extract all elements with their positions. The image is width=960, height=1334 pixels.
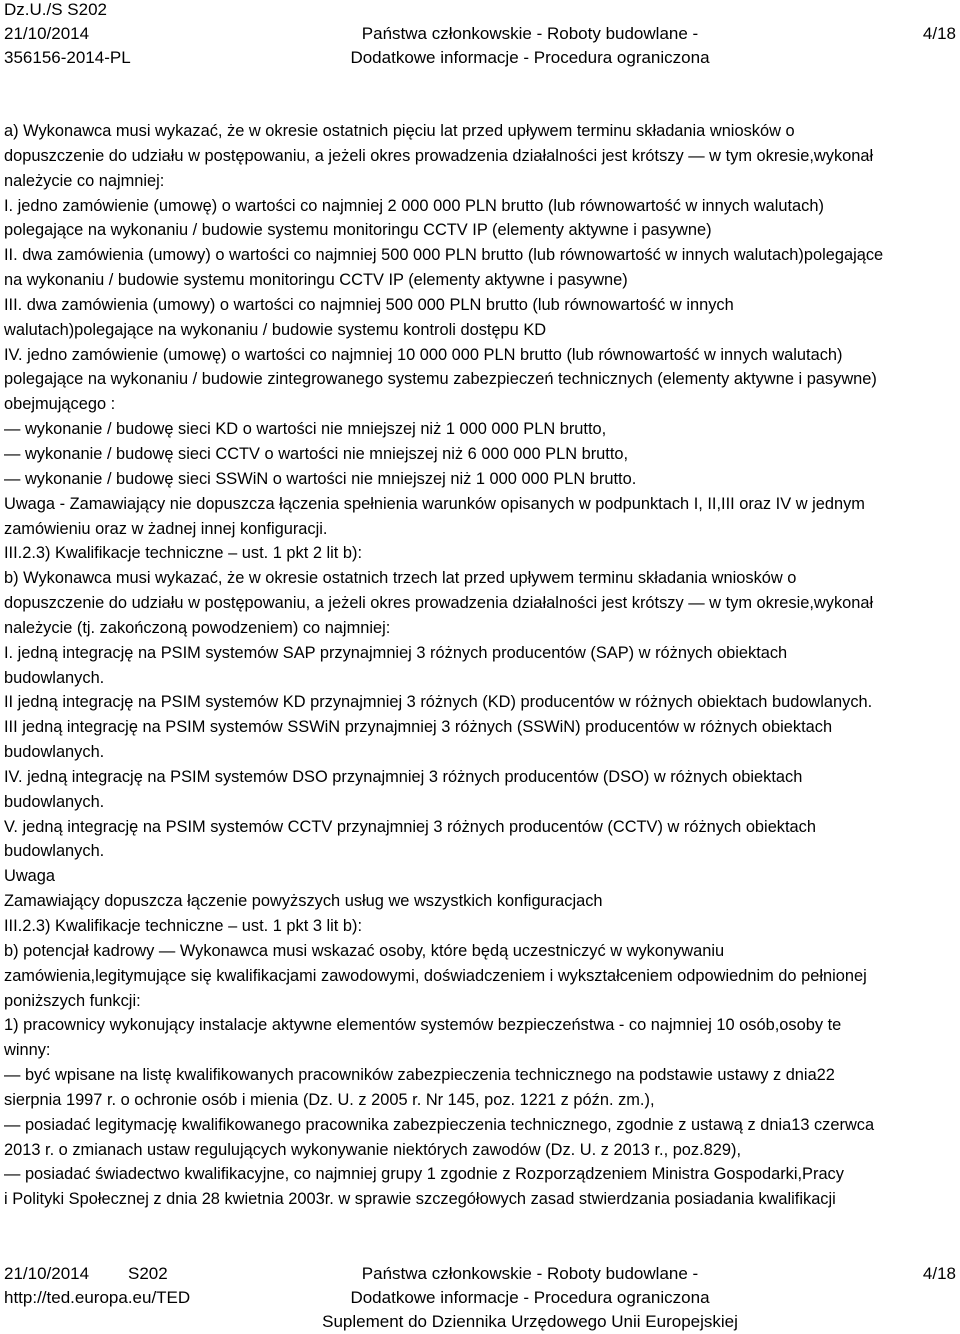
footer-date: 21/10/2014: [4, 1264, 90, 1283]
body-line: — wykonanie / budowę sieci SSWiN o wartości nie mniejszej niż 1 000 000 PLN brutto.: [4, 469, 637, 488]
body-line: zamówieniu oraz w żadnej innej konfiguracji.: [4, 519, 328, 538]
body-line: — posiadać legitymację kwalifikowanego pracownika zabezpieczenia technicznego, zgodnie z ustawą z dnia13 czerwca: [4, 1115, 875, 1134]
body-line: Uwaga - Zamawiający nie dopuszcza łączenia spełnienia warunków opisanych w podpunktach I, II,III oraz IV w jednym: [4, 494, 865, 513]
body-line: 2013 r. o zmianach ustaw regulujących wykonywanie niektórych zawodów (Dz. U. z 2013 r., poz.829),: [4, 1140, 742, 1159]
body-line: IV. jedną integrację na PSIM systemów DSO przynajmniej 3 różnych producentów (DSO) w różnych obiektach: [4, 767, 803, 786]
body-line: — wykonanie / budowę sieci CCTV o wartości nie mniejszej niż 6 000 000 PLN brutto,: [4, 444, 629, 463]
body-line: — wykonanie / budowę sieci KD o wartości nie mniejszej niż 1 000 000 PLN brutto,: [4, 420, 607, 439]
page-header: [0, 0, 960, 70]
footer-title-line2: Dodatkowe informacje - Procedura ograniczona: [350, 1288, 710, 1307]
footer-title-line3: Suplement do Dziennika Urzędowego Unii Europejskiej: [322, 1312, 738, 1331]
footer-url: http://ted.europa.eu/TED: [4, 1288, 191, 1307]
body-line: b) Wykonawca musi wykazać, że w okresie ostatnich trzech lat przed upływem terminu składania wniosków o: [4, 569, 797, 588]
body-line: II. dwa zamówienia (umowy) o wartości co najmniej 500 000 PLN brutto (lub równowartość w innych walutach)polegające: [4, 246, 884, 265]
header-title-line1: Państwa członkowskie - Roboty budowlane -: [361, 24, 699, 43]
body-line: V. jedną integrację na PSIM systemów CCTV przynajmniej 3 różnych producentów (CCTV) w różnych obiektach: [4, 817, 816, 836]
body-line: polegające na wykonaniu / budowie systemu monitoringu CCTV IP (elementy aktywne i pasywne): [4, 221, 712, 240]
header-page-number: 4/18: [922, 24, 956, 43]
body-line: sierpnia 1997 r. o ochronie osób i mienia (Dz. U. z 2005 r. Nr 145, poz. 1221 z późn. zm.),: [4, 1090, 655, 1109]
body-line: dopuszczenie do udziału w postępowaniu, a jeżeli okres prowadzenia działalności jest krótszy — w tym okresie,wykonał: [4, 594, 874, 613]
body-line: polegające na wykonaniu / budowie zintegrowanego systemu zabezpieczeń technicznych (elementy aktywne i pasywne): [4, 370, 877, 389]
body-line: budowlanych.: [4, 792, 105, 811]
body-line: Uwaga: [4, 867, 56, 886]
body-line: b) potencjał kadrowy — Wykonawca musi wskazać osoby, które będą uczestniczyć w wykonywaniu: [4, 941, 725, 960]
footer-title-line1: Państwa członkowskie - Roboty budowlane -: [361, 1264, 699, 1283]
footer-page-number: 4/18: [922, 1264, 956, 1283]
body-line: budowlanych.: [4, 842, 105, 861]
body-line: zamówienia,legitymujące się kwalifikacjami zawodowymi, doświadczeniem i wykształceniem odpowiednim do pełnionej: [4, 966, 867, 985]
body-line: poniższych funkcji:: [4, 991, 141, 1010]
body-line: należycie (tj. zakończoną powodzeniem) co najmniej:: [4, 618, 391, 637]
body-line: należycie co najmniej:: [4, 171, 165, 190]
body-line: winny:: [4, 1041, 51, 1060]
body-line: Zamawiający dopuszcza łączenie powyższych usług we wszystkich konfiguracjach: [4, 892, 603, 911]
body-line: — być wpisane na listę kwalifikowanych pracowników zabezpieczenia technicznego na podstawie ustawy z dnia22: [4, 1066, 835, 1085]
body-line: III.2.3) Kwalifikacje techniczne – ust. 1 pkt 3 lit b):: [4, 917, 363, 935]
body-line: IV. jedno zamówienie (umowę) o wartości co najmniej 10 000 000 PLN brutto (lub równowartość w innych walutach): [4, 345, 843, 364]
notice-id: 356156-2014-PL: [4, 48, 131, 67]
body-line: III.2.3) Kwalifikacje techniczne – ust. 1 pkt 2 lit b):: [4, 544, 363, 563]
body-line: i Polityki Społecznej z dnia 28 kwietnia 2003r. w sprawie szczegółowych zasad stwierdzania posiadania kwalifikacji: [4, 1190, 836, 1209]
body-line: II jedną integrację na PSIM systemów KD przynajmniej 3 różnych (KD) producentów w różnych obiektach budowlanych.: [4, 693, 873, 712]
body-line: budowlanych.: [4, 668, 105, 687]
body-line: III. dwa zamówienia (umowy) o wartości co najmniej 500 000 PLN brutto (lub równowartość w innych: [4, 295, 734, 314]
body-line: — posiadać świadectwo kwalifikacyjne, co najmniej grupy 1 zgodnie z Rozporządzeniem Ministra Gospodarki,Pracy: [4, 1165, 844, 1184]
body-line: I. jedno zamówienie (umowę) o wartości co najmniej 2 000 000 PLN brutto (lub równowartość w innych walutach): [4, 196, 824, 215]
body-line: a) Wykonawca musi wykazać, że w okresie ostatnich pięciu lat przed upływem terminu składania wniosków o: [4, 122, 795, 140]
body-line: I. jedną integrację na PSIM systemów SAP przynajmniej 3 różnych producentów (SAP) w różnych obiektach: [4, 643, 788, 662]
body-line: dopuszczenie do udziału w postępowaniu, a jeżeli okres prowadzenia działalności jest krótszy — w tym okresie,wykonał: [4, 146, 874, 165]
body-line: III jedną integrację na PSIM systemów SSWiN przynajmniej 3 różnych (SSWiN) producentów w różnych obiektach: [4, 718, 833, 737]
body-line: budowlanych.: [4, 743, 105, 762]
header-title-line2: Dodatkowe informacje - Procedura ograniczona: [350, 48, 710, 67]
header-date: 21/10/2014: [4, 24, 90, 43]
body-line: na wykonaniu / budowie systemu monitoringu CCTV IP (elementy aktywne i pasywne): [4, 271, 628, 290]
body-line: obejmującego :: [4, 395, 116, 414]
body-line: 1) pracownicy wykonujący instalacje aktywne elementów systemów bezpieczeństwa - co najmniej 10 osób,osoby te: [4, 1016, 842, 1035]
page-footer: [0, 1262, 960, 1334]
footer-issue: S202: [128, 1264, 168, 1283]
doc-reference: Dz.U./S S202: [4, 0, 107, 19]
body-line: walutach)polegające na wykonaniu / budowie systemu kontroli dostępu KD: [4, 320, 547, 339]
document-body: [4, 119, 956, 1212]
